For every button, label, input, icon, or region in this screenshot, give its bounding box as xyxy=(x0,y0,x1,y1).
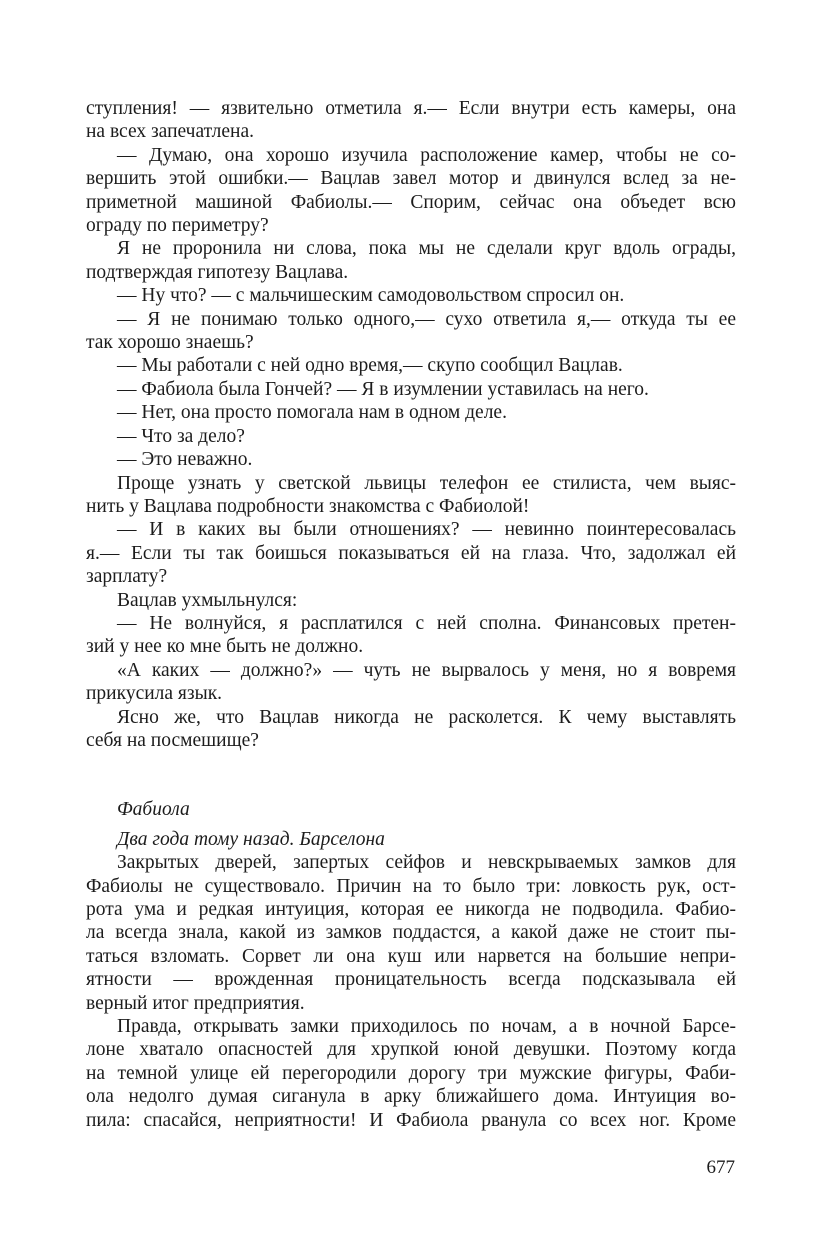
text-line: — Думаю, она хорошо изучила расположение камер, чтобы не со- xyxy=(117,144,736,166)
text-line: так хорошо знаешь? xyxy=(86,332,254,354)
text-line: Закрытых дверей, запертых сейфов и невскрываемых замков для xyxy=(117,852,736,874)
text-line: Ясно же, что Вацлав никогда не расколется. К чему выставлять xyxy=(117,706,736,728)
text-line: — Не волнуйся, я расплатился с ней сполна. Финансовых претен- xyxy=(117,612,736,634)
text-line: я.— Если ты так боишься показываться ей на глаза. Что, задолжал ей xyxy=(86,542,736,564)
text-line: таться взломать. Сорвет ли она куш или нарвется на большие непри- xyxy=(86,945,736,967)
text-line: «А каких — должно?» — чуть не вырвалось у меня, но я вовремя xyxy=(117,659,736,681)
text-block-before-break xyxy=(86,97,736,752)
text-line: прикусила язык. xyxy=(86,683,223,705)
text-line: нить у Вацлава подробности знакомства с Фабиолой! xyxy=(86,495,530,517)
text-line: — Мы работали с ней одно время,— скупо сообщил Вацлав. xyxy=(117,355,623,377)
text-line: зарплату? xyxy=(86,566,168,588)
text-line: Фабиолы не существовало. Причин на то было три: ловкость рук, ост- xyxy=(86,875,736,897)
text-line: — Фабиола была Гончей? — Я в изумлении уставилась на него. xyxy=(117,378,649,400)
text-line: лоне хватало опасностей для хрупкой юной девушки. Поэтому когда xyxy=(86,1039,736,1061)
text-line: Вацлав ухмыльнулся: xyxy=(117,589,298,611)
section-heading-place: Два года тому назад. Барселона xyxy=(117,828,385,850)
text-line: Проще узнать у светской львицы телефон ее стилиста, чем выяс- xyxy=(117,472,736,494)
text-line: — Я не понимаю только одного,— сухо ответила я,— откуда ты ее xyxy=(117,308,736,330)
text-line: верный итог предприятия. xyxy=(86,992,305,1014)
text-line: на всех запечатлена. xyxy=(86,121,255,143)
text-line: пила: спасайся, неприятности! И Фабиола рванула со всех ног. Кроме xyxy=(86,1109,736,1131)
text-line: Правда, открывать замки приходилось по ночам, а в ночной Барсе- xyxy=(117,1016,736,1038)
text-line: ограду по периметру? xyxy=(86,215,269,237)
text-line: — Нет, она просто помогала нам в одном деле. xyxy=(117,402,507,424)
section-heading-name: Фабиола xyxy=(117,799,190,821)
text-line: — И в каких вы были отношениях? — невинно поинтересовалась xyxy=(117,519,736,541)
text-line: вершить этой ошибки.— Вацлав завел мотор и двинулся вслед за не- xyxy=(86,168,736,190)
section-break xyxy=(86,752,736,798)
text-line: себя на посмешище? xyxy=(86,729,259,751)
text-line: — Ну что? — с мальчишеским самодовольством спросил он. xyxy=(117,285,625,307)
page-number: 677 xyxy=(706,1157,735,1178)
text-line: подтверждая гипотезу Вацлава. xyxy=(86,261,349,283)
text-line: ла всегда знала, какой из замков поддастся, а какой даже не стоит пы- xyxy=(86,922,736,944)
text-line: ступления! — язвительно отметила я.— Если внутри есть камеры, она xyxy=(86,98,736,119)
text-line: ятности — врожденная проницательность всегда подсказывала ей xyxy=(86,969,736,991)
text-line: Я не проронила ни слова, пока мы не сделали круг вдоль ограды, xyxy=(117,238,736,260)
text-line: — Это неважно. xyxy=(117,449,253,471)
text-line: приметной машиной Фабиолы.— Спорим, сейчас она объедет всю xyxy=(86,191,736,213)
page-text xyxy=(86,97,736,1132)
text-line: зий у нее ко мне быть не должно. xyxy=(86,636,364,658)
text-line: ола недолго думая сиганула в арку ближайшего дома. Интуиция во- xyxy=(86,1086,736,1108)
text-block-after-break xyxy=(86,851,736,1132)
text-line: — Что за дело? xyxy=(117,425,245,447)
text-line: на темной улице ей перегородили дорогу три мужские фигуры, Фаби- xyxy=(86,1062,736,1084)
text-line: рота ума и редкая интуиция, которая ее никогда не подводила. Фабио- xyxy=(86,899,736,920)
